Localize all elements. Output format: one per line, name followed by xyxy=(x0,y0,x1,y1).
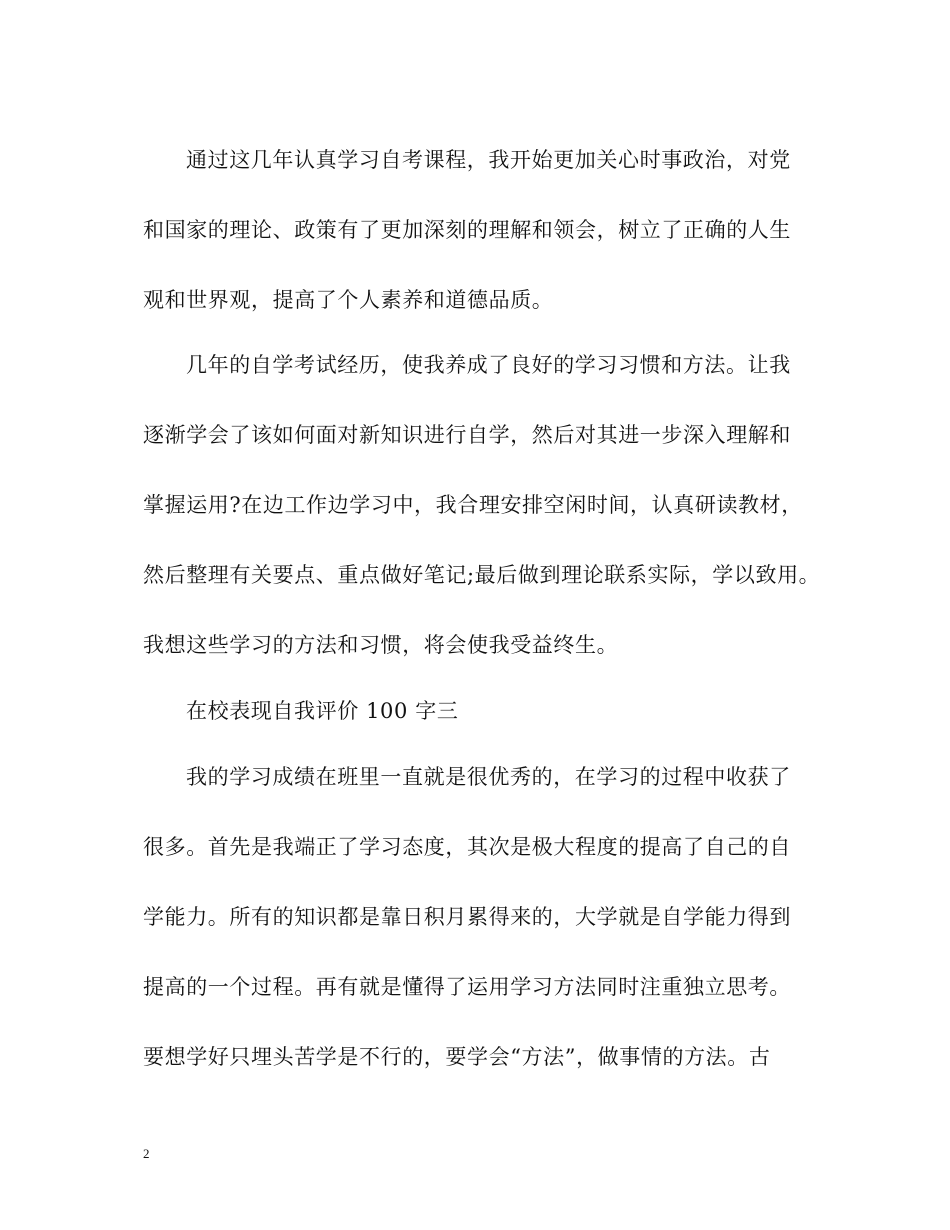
paragraph-2-line-1: 几年的自学考试经历，使我养成了良好的学习习惯和方法。让我 xyxy=(186,353,791,377)
section-heading: 在校表现自我评价 100 字三 xyxy=(186,699,459,723)
paragraph-3-line-2: 很多。首先是我端正了学习态度，其次是极大程度的提高了自己的自 xyxy=(143,835,791,859)
paragraph-3-line-4: 提高的一个过程。再有就是懂得了运用学习方法同时注重独立思考。 xyxy=(143,975,791,999)
paragraph-1-line-2: 和国家的理论、政策有了更加深刻的理解和领会，树立了正确的人生 xyxy=(143,218,791,242)
paragraph-1-line-1: 通过这几年认真学习自考课程，我开始更加关心时事政治，对党 xyxy=(186,148,791,172)
paragraph-2-line-2: 逐渐学会了该如何面对新知识进行自学，然后对其进一步深入理解和 xyxy=(143,423,791,447)
page-number: 2 xyxy=(143,1146,150,1161)
paragraph-2-line-4: 然后整理有关要点、重点做好笔记;最后做到理论联系实际，学以致用。 xyxy=(143,563,821,587)
paragraph-1-line-3: 观和世界观，提高了个人素养和道德品质。 xyxy=(143,288,554,312)
paragraph-2-line-3: 掌握运用?在边工作边学习中，我合理安排空闲时间，认真研读教材， xyxy=(143,493,803,517)
paragraph-2-line-5: 我想这些学习的方法和习惯，将会使我受益终生。 xyxy=(143,633,619,657)
paragraph-3-line-5: 要想学好只埋头苦学是不行的，要学会“方法”，做事情的方法。古 xyxy=(143,1045,771,1069)
paragraph-3-line-3: 学能力。所有的知识都是靠日积月累得来的，大学就是自学能力得到 xyxy=(143,905,791,929)
paragraph-3-line-1: 我的学习成绩在班里一直就是很优秀的，在学习的过程中收获了 xyxy=(186,765,791,789)
